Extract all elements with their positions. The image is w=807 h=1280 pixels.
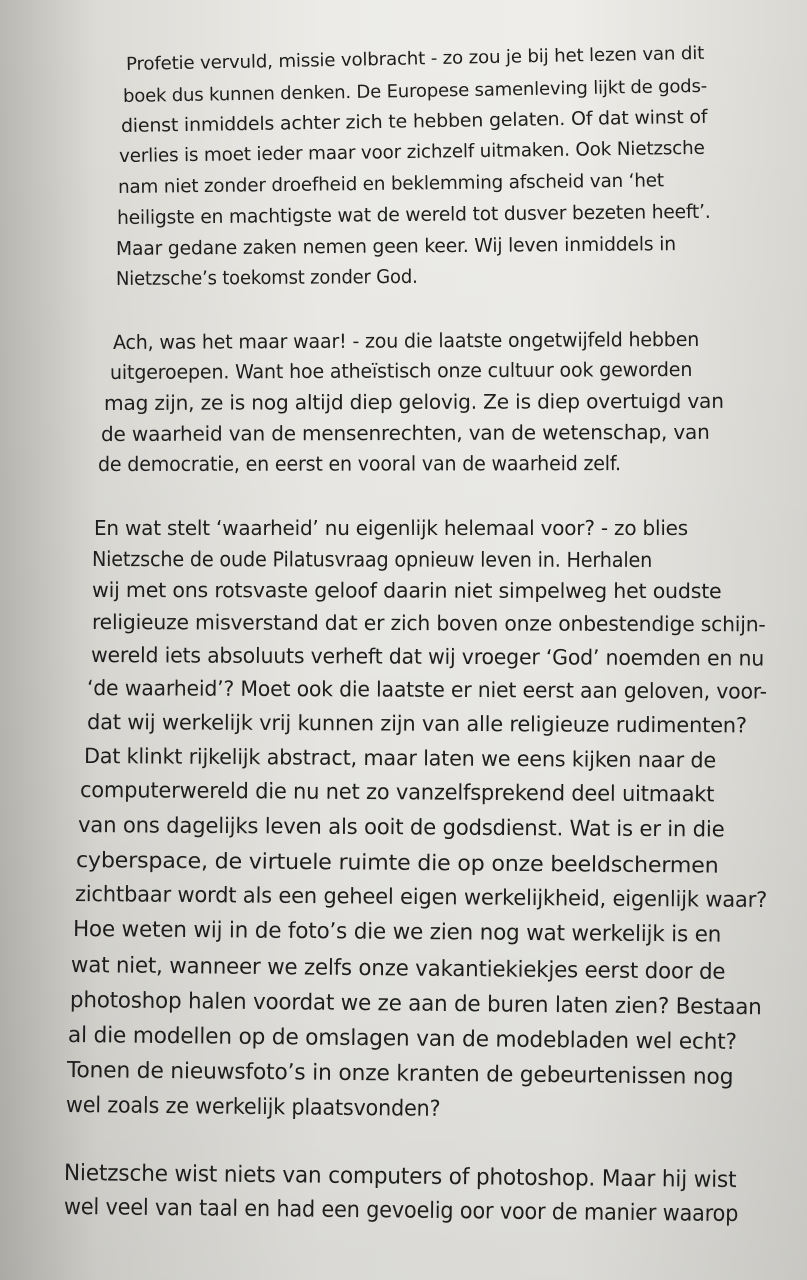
text-line: wel veel van taal en had een gevoelig oor voor de manier waarop xyxy=(63,1194,739,1228)
text-line: uitgeroepen. Want hoe atheïstisch onze cultuur ook geworden xyxy=(109,357,693,384)
text-line: mag zijn, ze is nog altijd diep gelovig. Ze is diep overtuigd van xyxy=(103,388,724,415)
text-line: boek dus kunnen denken. De Europese samenleving lijkt de gods- xyxy=(122,75,708,107)
text-line: van ons dagelijks leven als ooit de godsdienst. Wat is er in die xyxy=(77,813,725,843)
text-line: de democratie, en eerst en vooral van de waarheid zelf. xyxy=(97,451,621,476)
text-line: Nietzsche de oude Pilatusvraag opnieuw leven in. Herhalen xyxy=(91,547,653,572)
text-line: heiligste en machtigste wat de wereld tot dusver bezeten heeft’. xyxy=(116,200,711,229)
text-line: Ach, was het maar waar! - zou die laatste ongetwijfeld hebben xyxy=(112,327,700,354)
text-line: photoshop halen voordat we ze aan de buren laten zien? Bestaan xyxy=(69,988,762,1021)
text-line: religieuze misverstand dat er zich boven onze onbestendige schijn- xyxy=(91,610,766,637)
text-line: Hoe weten wij in de foto’s die we zien nog wat werkelijk is en xyxy=(72,917,722,948)
text-line: wereld iets absoluuts verheft dat wij vroeger ‘God’ noemden en nu xyxy=(90,643,765,671)
text-line: al die modellen op de omslagen van de modebladen wel echt? xyxy=(67,1023,737,1056)
text-line: computerwereld die nu net zo vanzelfsprekend deel uitmaakt xyxy=(79,778,715,808)
text-line: En wat stelt ‘waarheid’ nu eigenlijk helemaal voor? - zo blies xyxy=(94,516,688,540)
text-line: Profetie vervuld, missie volbracht - zo zou je bij het lezen van dit xyxy=(125,42,705,75)
text-line: Nietzsche’s toekomst zonder God. xyxy=(115,265,418,290)
text-line: dienst inmiddels achter zich te hebben gelaten. Of dat winst of xyxy=(120,106,708,137)
text-line: wat niet, wanneer we zelfs onze vakantiekiekjes eerst door de xyxy=(70,953,726,985)
text-line: Nietzsche wist niets van computers of photoshop. Maar hij wist xyxy=(63,1160,737,1194)
text-line: dat wij werkelijk vrij kunnen zijn van alle religieuze rudimenten? xyxy=(86,710,747,738)
text-line: cyberspace, de virtuele ruimte die op onze beeldschermen xyxy=(75,848,719,879)
text-line: Maar gedane zaken nemen geen keer. Wij leven inmiddels in xyxy=(115,233,676,260)
text-line: nam niet zonder droefheid en beklemming afscheid van ‘het xyxy=(117,170,664,198)
text-line: Dat klinkt rijkelijk abstract, maar laten we eens kijken naar de xyxy=(83,744,717,773)
text-line: Tonen de nieuwsfoto’s in onze kranten de gebeurtenissen nog xyxy=(66,1058,734,1090)
text-line: de waarheid van de mensenrechten, van de wetenschap, van xyxy=(100,419,710,446)
text-line: wij met ons rotsvaste geloof daarin niet simpelweg het oudste xyxy=(91,578,722,604)
text-line: zichtbaar wordt als een geheel eigen werkelijkheid, eigenlijk waar? xyxy=(74,882,768,914)
text-line: ‘de waarheid’? Moet ook die laatste er niet eerst aan geloven, voor- xyxy=(86,676,767,704)
text-line: verlies is moet ieder maar voor zichzelf uitmaken. Ook Nietzsche xyxy=(118,137,705,167)
text-line: wel zoals ze werkelijk plaatsvonden? xyxy=(65,1093,441,1122)
